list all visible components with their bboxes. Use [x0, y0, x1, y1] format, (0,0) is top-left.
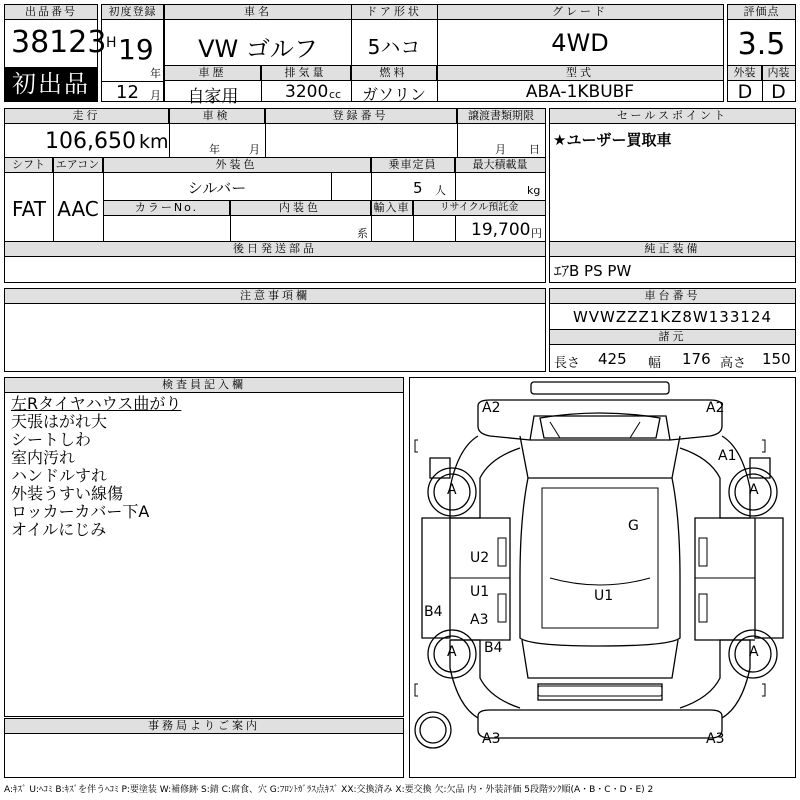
shift-header: シフト [5, 158, 53, 173]
damage-mark: A [447, 482, 457, 498]
displacement-unit: cc [329, 88, 342, 101]
recycle-header: リサイクル預託金 [413, 201, 545, 216]
inspector-notes [11, 395, 181, 539]
model-header: 型式 [437, 66, 723, 81]
damage-mark: G [628, 518, 639, 534]
damage-mark: A3 [482, 731, 501, 747]
shift: FAT [11, 197, 46, 221]
damage-mark: A2 [706, 400, 725, 416]
damage-mark: A [749, 644, 759, 660]
damage-mark: U1 [470, 584, 490, 600]
first-listing-badge: 初出品 [5, 67, 97, 101]
later-parts-header: 後日発送部品 [5, 242, 545, 257]
interior-score: D [771, 81, 786, 103]
history: 自家用 [187, 87, 239, 107]
car-name: VW ゴルフ [198, 35, 318, 63]
grade: 4WD [551, 29, 609, 57]
sales-point-box [549, 108, 796, 242]
mileage-unit: km [139, 131, 169, 153]
score-box [727, 4, 796, 102]
lot-number: 38123 [11, 25, 107, 60]
damage-mark: U1 [594, 588, 614, 604]
inspector-header: 検査員記入欄 [5, 378, 403, 393]
grade-header: グレード [437, 5, 723, 20]
inspector-line: 天張はがれ大 [11, 412, 108, 431]
vehicle-info-box [164, 4, 724, 107]
dims-header: 諸元 [550, 330, 795, 345]
spec-box [4, 108, 546, 242]
transfer-month-unit: 月 [495, 143, 506, 156]
door-header: ドア形状 [351, 5, 437, 20]
ext-color-header: 外装色 [103, 158, 371, 173]
lot-header: 出品番号 [5, 5, 97, 20]
equipment-list: ｴｱB PS PW [554, 262, 632, 280]
later-parts-box [4, 241, 546, 283]
legend: A:ｷｽﾞ U:ﾍｺﾐ B:ｷｽﾞを伴うﾍｺﾐ P:要塗装 W:補修跡 S:錆 C:腐食、穴 G:ﾌﾛﾝﾄｶﾞﾗｽ点ｷｽﾞ XX:交換済み X:要交換 欠:欠品 内・外装評価 5段階ﾗﾝｸ順(A・B・C・D・E) 2 [4, 785, 654, 795]
exterior-score: D [737, 81, 753, 103]
int-color-unit: 系 [357, 227, 368, 240]
damage-mark: A [749, 482, 759, 498]
inspector-box [4, 377, 404, 717]
fuel-header: 燃料 [351, 66, 437, 81]
chassis-header: 車台番号 [550, 289, 795, 304]
reg-no-header: 登録番号 [265, 109, 457, 124]
displacement-header: 排気量 [261, 66, 351, 81]
capacity-unit: 人 [435, 184, 446, 197]
inspector-line: 左Rタイヤハウス曲がり [11, 394, 182, 413]
inspector-line: 外装うすい線傷 [11, 484, 124, 503]
damage-mark: A1 [718, 448, 737, 464]
door-type: 5ハコ [367, 35, 421, 59]
recycle-amount: 19,700 [471, 220, 531, 240]
damage-mark: A3 [470, 612, 489, 628]
model-code: ABA-1KBUBF [525, 82, 635, 102]
exterior-header: 外装 [728, 66, 762, 81]
sales-point-text: ★ユーザー買取車 [553, 131, 672, 149]
capacity-header: 乗車定員 [371, 158, 455, 173]
inspector-line: オイルにじみ [11, 520, 107, 539]
inspector-line: ロッカーカバー下A [11, 502, 150, 521]
color-no-header: カラーNo. [104, 201, 230, 216]
inspection-month-unit: 月 [249, 143, 260, 156]
damage-mark: B4 [424, 604, 443, 620]
fuel: ガソリン [361, 85, 426, 104]
height-label: 高さ [720, 356, 747, 371]
score-header: 評価点 [728, 5, 795, 20]
first-reg-box [101, 4, 164, 102]
damage-mark: A2 [482, 400, 501, 416]
damage-mark: A [447, 644, 457, 660]
inspection-header: 車検 [169, 109, 265, 124]
chassis-box [549, 288, 796, 372]
office-box [4, 718, 404, 778]
damage-diagram-box [409, 377, 796, 778]
damage-mark: U2 [470, 550, 490, 566]
lot-box [4, 4, 107, 102]
int-color-header: 内装色 [230, 201, 371, 216]
chassis-number: WVWZZZ1KZ8W133124 [572, 308, 773, 326]
first-reg-year: 19 [118, 33, 154, 66]
inspector-line: シートしわ [11, 430, 92, 449]
era: H [106, 35, 117, 51]
mileage-header: 走行 [5, 109, 169, 124]
transfer-header: 譲渡書類期限 [457, 109, 545, 124]
inspection-year-unit: 年 [209, 143, 220, 156]
displacement: 3200 [285, 82, 329, 102]
import-header: 輸入車 [371, 201, 413, 216]
damage-mark: A3 [706, 731, 725, 747]
office-header: 事務局よりご案内 [5, 719, 403, 734]
width-value: 176 [682, 350, 711, 368]
damage-mark: B4 [484, 640, 503, 656]
first-reg-header: 初度登録 [102, 5, 163, 20]
interior-header: 内装 [762, 66, 795, 81]
score-value: 3.5 [737, 27, 786, 62]
aircon: AAC [57, 197, 99, 221]
car-name-header: 車名 [165, 5, 351, 20]
capacity: 5 [413, 179, 423, 197]
load-header: 最大積載量 [455, 158, 545, 173]
equipment-box [549, 241, 796, 283]
month-unit: 月 [150, 89, 161, 102]
sales-point-header: セールスポイント [550, 109, 795, 124]
recycle-unit: 円 [531, 227, 542, 240]
inspector-line: 室内汚れ [11, 448, 76, 467]
ext-color: シルバー [187, 179, 247, 197]
history-header: 車歴 [165, 66, 261, 81]
aircon-header: エアコン [53, 158, 103, 173]
notes-header: 注意事項欄 [5, 289, 545, 304]
transfer-day-unit: 日 [529, 143, 540, 156]
height-value: 150 [762, 350, 791, 368]
length-label: 長さ [554, 356, 581, 371]
load-unit: kg [527, 184, 541, 197]
first-reg-month: 12 [116, 82, 139, 103]
equipment-header: 純正装備 [550, 242, 795, 257]
year-unit: 年 [150, 67, 161, 80]
length-value: 425 [598, 350, 627, 368]
inspector-line: ハンドルすれ [11, 466, 108, 485]
car-diagram [410, 378, 795, 777]
mileage: 106,650 [45, 129, 136, 154]
width-label: 幅 [648, 356, 662, 371]
notes-box [4, 288, 546, 372]
